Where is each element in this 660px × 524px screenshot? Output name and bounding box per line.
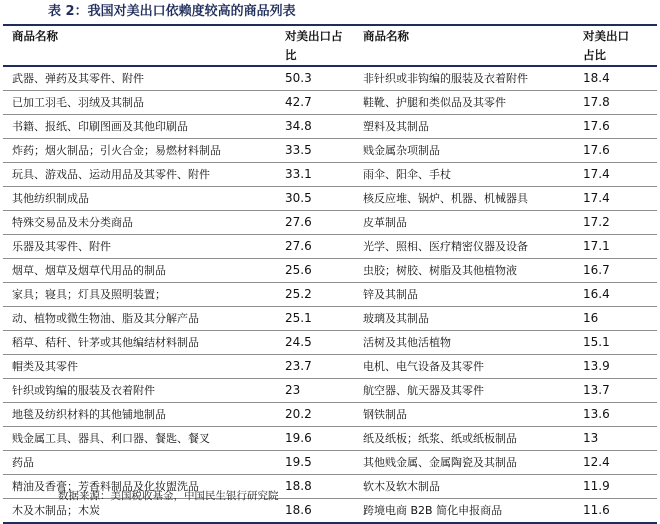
share-value-left: 24.5: [285, 335, 312, 349]
product-name-left: 已加工羽毛、羽绒及其制品: [12, 96, 144, 109]
product-name-right: 非针织或非钩编的服装及衣着附件: [363, 72, 528, 85]
share-value-right: 13: [583, 431, 599, 445]
share-value-right: 11.9: [583, 479, 610, 493]
header-share-left: 对美出口占比: [285, 29, 343, 62]
source-note: 数据来源：美国税收基金，中国民生银行研究院: [58, 490, 279, 502]
share-value-left: 33.1: [285, 167, 312, 181]
table-header-row: [3, 26, 657, 67]
product-name-right: 钢铁制品: [363, 408, 407, 421]
product-name-right: 核反应堆、锅炉、机器、机械器具: [363, 192, 528, 205]
product-name-left: 贱金属工具、器具、利口器、餐匙、餐叉: [12, 432, 210, 445]
product-name-left: 动、植物或微生物油、脂及其分解产品: [12, 312, 199, 325]
share-value-left: 30.5: [285, 191, 312, 205]
table-row: [3, 163, 657, 187]
product-name-left: 玩具、游戏品、运动用品及其零件、附件: [12, 168, 210, 181]
product-name-left: 烟草、烟草及烟草代用品的制品: [12, 264, 166, 277]
product-name-left: 其他纺织制成品: [12, 192, 89, 205]
share-value-left: 23: [285, 383, 301, 397]
table-row: [3, 67, 657, 91]
share-value-right: 17.2: [583, 215, 610, 229]
table-row: [3, 259, 657, 283]
share-value-right: 16.4: [583, 287, 610, 301]
share-value-left: 33.5: [285, 143, 312, 157]
product-name-right: 玻璃及其制品: [363, 312, 429, 325]
table-title: 表 2：我国对美出口依赖度较高的商品列表: [48, 4, 296, 19]
product-name-right: 其他贱金属、金属陶瓷及其制品: [363, 456, 517, 469]
table-row: [3, 427, 657, 451]
share-value-right: 17.8: [583, 95, 610, 109]
product-name-right: 跨境电商 B2B 简化申报商品: [363, 504, 503, 517]
product-name-left: 稻草、秸秆、针茅或其他编结材料制品: [12, 336, 199, 349]
table-row: [3, 235, 657, 259]
product-name-left: 药品: [12, 456, 34, 469]
share-value-right: 12.4: [583, 455, 610, 469]
product-name-right: 雨伞、阳伞、手杖: [363, 168, 451, 181]
share-value-right: 13.7: [583, 383, 610, 397]
share-value-right: 17.1: [583, 239, 610, 253]
product-name-left: 炸药；烟火制品；引火合金；易燃材料制品: [12, 144, 221, 157]
share-value-right: 11.6: [583, 503, 610, 517]
product-name-right: 贱金属杂项制品: [363, 144, 440, 157]
share-value-left: 50.3: [285, 71, 312, 85]
table-row: [3, 451, 657, 475]
share-value-right: 15.1: [583, 335, 610, 349]
share-value-left: 20.2: [285, 407, 312, 421]
share-value-right: 18.4: [583, 71, 610, 85]
product-name-right: 塑料及其制品: [363, 120, 429, 133]
product-name-right: 锌及其制品: [363, 288, 418, 301]
product-name-right: 活树及其他活植物: [363, 336, 451, 349]
product-name-left: 乐器及其零件、附件: [12, 240, 111, 253]
product-name-right: 鞋靴、护腿和类似品及其零件: [363, 96, 506, 109]
product-name-left: 针织或钩编的服装及衣着附件: [12, 384, 155, 397]
product-name-right: 航空器、航天器及其零件: [363, 384, 484, 397]
product-name-right: 虫胶；树胶、树脂及其他植物液: [363, 264, 517, 277]
table-row: [3, 331, 657, 355]
header-share-right: 对美出口占比: [583, 29, 629, 62]
share-value-left: 34.8: [285, 119, 312, 133]
product-name-right: 电机、电气设备及其零件: [363, 360, 484, 373]
share-value-left: 42.7: [285, 95, 312, 109]
product-name-left: 地毯及纺织材料的其他铺地制品: [12, 408, 166, 421]
table-row: [3, 211, 657, 235]
table-row: [3, 139, 657, 163]
share-value-left: 23.7: [285, 359, 312, 373]
product-name-left: 精油及香膏；芳香料制品及化妆盥洗品: [12, 480, 199, 493]
product-name-left: 武器、弹药及其零件、附件: [12, 72, 144, 85]
share-value-left: 27.6: [285, 239, 312, 253]
product-name-left: 家具；寝具；灯具及照明装置；: [12, 288, 166, 301]
share-value-left: 25.2: [285, 287, 312, 301]
table-row: [3, 403, 657, 427]
share-value-right: 17.6: [583, 119, 610, 133]
share-value-right: 17.4: [583, 191, 610, 205]
data-table: [3, 26, 657, 524]
share-value-right: 13.9: [583, 359, 610, 373]
share-value-left: 25.1: [285, 311, 312, 325]
product-name-right: 软木及软木制品: [363, 480, 440, 493]
share-value-right: 17.6: [583, 143, 610, 157]
product-name-left: 特殊交易品及未分类商品: [12, 216, 133, 229]
share-value-right: 16.7: [583, 263, 610, 277]
share-value-left: 27.6: [285, 215, 312, 229]
table-row: [3, 115, 657, 139]
product-name-left: 木及木制品；木炭: [12, 504, 100, 517]
share-value-right: 16: [583, 311, 599, 325]
share-value-right: 17.4: [583, 167, 610, 181]
product-name-left: 帽类及其零件: [12, 360, 78, 373]
product-name-left: 书籍、报纸、印刷图画及其他印刷品: [12, 120, 188, 133]
share-value-left: 18.8: [285, 479, 312, 493]
share-value-left: 19.6: [285, 431, 312, 445]
product-name-right: 纸及纸板；纸浆、纸或纸板制品: [363, 432, 517, 445]
share-value-right: 13.6: [583, 407, 610, 421]
table-row: [3, 91, 657, 115]
table-row: [3, 355, 657, 379]
share-value-left: 18.6: [285, 503, 312, 517]
product-name-right: 光学、照相、医疗精密仪器及设备: [363, 240, 528, 253]
table-row: [3, 307, 657, 331]
share-value-left: 19.5: [285, 455, 312, 469]
header-product-right: 商品名称: [363, 29, 409, 43]
share-value-left: 25.6: [285, 263, 312, 277]
table-row: [3, 283, 657, 307]
table-body: [3, 67, 657, 524]
table-row: [3, 379, 657, 403]
table-row: [3, 187, 657, 211]
product-name-right: 皮革制品: [363, 216, 407, 229]
header-product-left: 商品名称: [12, 29, 58, 43]
